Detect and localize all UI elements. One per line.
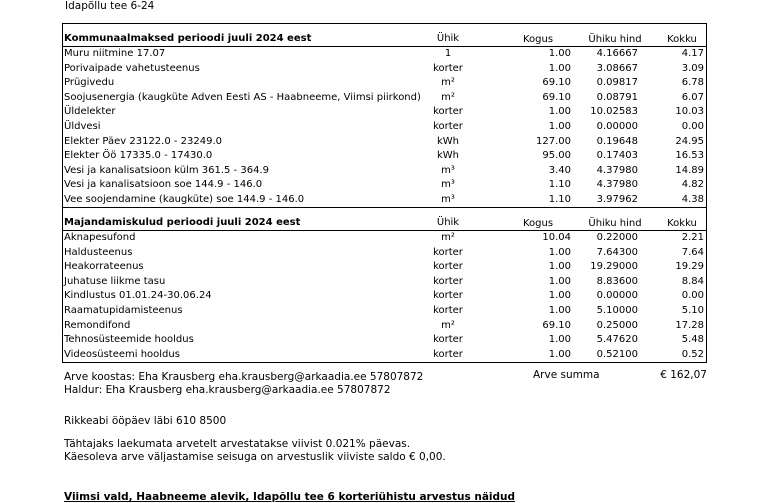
table-row: [63, 178, 706, 193]
invoice-composer: Arve koostas: Eha Krausberg eha.krausberg@arkaadia.ee 57807872: [64, 371, 424, 383]
table-row: [63, 120, 706, 135]
item-unit: korter: [433, 106, 463, 118]
item-name: Elekter Öö 17335.0 - 17430.0: [64, 150, 213, 162]
late-fee-notice: Tähtajaks laekumata arvetelt arvestatakse viivist 0.021% päevas.: [64, 438, 411, 450]
item-total: 3.09: [681, 62, 704, 74]
item-price: 0.08791: [596, 91, 638, 103]
table-row: [63, 105, 706, 120]
item-price: 0.25000: [596, 319, 638, 331]
item-qty: 1.00: [548, 106, 571, 118]
item-total: 4.82: [681, 179, 704, 191]
item-price: 0.00000: [596, 121, 638, 132]
maintenance-header: [63, 208, 706, 231]
item-price: 4.16667: [596, 48, 638, 59]
maintenance-table: [62, 207, 707, 363]
item-name: Soojusenergia (kaugküte Adven Eesti AS - Haabneeme, Viimsi piirkond): [64, 91, 421, 103]
item-name: Prügivedu: [64, 77, 115, 89]
table-row: [63, 135, 706, 150]
item-price: 0.09817: [596, 77, 638, 89]
emergency-line: Rikkeabi ööpäev läbi 610 8500: [64, 415, 227, 427]
item-unit: kWh: [436, 150, 460, 162]
item-qty: 1.00: [548, 261, 571, 273]
invoice-total-value: € 162,07: [660, 369, 707, 381]
manager-contact: Haldur: Eha Krausberg eha.krausberg@arkaadia.ee 57807872: [64, 384, 391, 396]
item-price: 4.37980: [596, 164, 638, 176]
item-price: 5.47620: [596, 334, 638, 346]
item-qty: 3.40: [548, 164, 571, 176]
item-total: 10.03: [675, 106, 704, 118]
table-row: [63, 164, 706, 179]
item-name: Aknapesufond: [64, 232, 136, 243]
table-row: [63, 47, 706, 62]
price-header: Ühiku hind: [588, 218, 642, 229]
table-row: [63, 149, 706, 164]
item-qty: 1.00: [548, 305, 571, 316]
item-total: 6.07: [681, 91, 704, 103]
item-total: 19.29: [675, 261, 704, 273]
item-unit: m²: [441, 91, 455, 103]
item-qty: 1.00: [548, 275, 571, 287]
item-qty: 69.10: [542, 77, 571, 89]
item-total: 14.89: [675, 164, 704, 176]
item-price: 19.29000: [590, 261, 638, 273]
fee-balance-notice: Käesoleva arve väljastamise seisuga on arvestuslik viiviste saldo € 0,00.: [64, 451, 446, 463]
qty-header: Kogus: [522, 218, 554, 229]
item-name: Remondifond: [64, 319, 131, 331]
item-price: 10.02583: [590, 106, 638, 118]
table-row: [63, 260, 706, 275]
item-qty: 69.10: [542, 319, 571, 331]
utilities-header: [63, 24, 706, 47]
item-name: Vesi ja kanalisatsioon külm 361.5 - 364.9: [64, 164, 269, 176]
utilities-title: Kommunaalmaksed perioodi juuli 2024 eest: [64, 33, 312, 44]
item-name: Haldusteenus: [64, 246, 133, 258]
item-name: Üldelekter: [64, 106, 116, 118]
item-name: Vee soojendamine (kaugküte) soe 144.9 - 146.0: [64, 194, 305, 205]
item-qty: 1.10: [548, 179, 571, 191]
total-header: Kokku: [667, 34, 697, 45]
table-row: [63, 304, 706, 319]
item-price: 0.22000: [596, 232, 638, 243]
item-unit: m³: [441, 164, 455, 176]
table-row: [63, 289, 706, 304]
item-price: 7.64300: [596, 246, 638, 258]
item-unit: korter: [433, 121, 463, 132]
table-row: [63, 275, 706, 290]
item-total: 8.84: [681, 275, 704, 287]
table-row: [63, 333, 706, 348]
item-total: 24.95: [675, 135, 704, 147]
item-qty: 1.00: [548, 62, 571, 74]
item-price: 3.08667: [596, 62, 638, 74]
table-row: [63, 246, 706, 261]
item-total: 16.53: [675, 150, 704, 162]
item-qty: 1.00: [548, 246, 571, 258]
table-row: [63, 76, 706, 91]
item-unit: korter: [433, 62, 463, 74]
item-price: 0.52100: [596, 348, 638, 360]
price-header: Ühiku hind: [588, 34, 642, 45]
item-unit: m³: [441, 179, 455, 191]
item-total: 6.78: [681, 77, 704, 89]
item-unit: m²: [441, 319, 455, 331]
item-price: 5.10000: [596, 305, 638, 316]
item-qty: 1.00: [548, 48, 571, 59]
item-price: 0.17403: [596, 150, 638, 162]
item-total: 4.17: [681, 48, 704, 59]
table-row: [63, 193, 706, 208]
item-name: Raamatupidamisteenus: [64, 305, 183, 316]
total-header: Kokku: [667, 218, 697, 229]
table-row: [63, 231, 706, 246]
item-unit: m²: [441, 77, 455, 89]
item-unit: korter: [433, 246, 463, 258]
meter-readings-heading: Viimsi vald, Haabneeme alevik, Idapõllu tee 6 korteriühistu arvestus näidud: [64, 491, 516, 503]
item-total: 0.00: [681, 290, 704, 302]
item-price: 0.00000: [596, 290, 638, 302]
utilities-table: [62, 23, 707, 208]
item-unit: korter: [433, 261, 463, 273]
item-qty: 1.00: [548, 334, 571, 346]
item-total: 5.48: [681, 334, 704, 346]
item-unit: m²: [441, 232, 455, 243]
item-qty: 127.00: [536, 135, 571, 147]
item-name: Juhatuse liikme tasu: [64, 275, 166, 287]
table-row: [63, 62, 706, 77]
item-name: Tehnosüsteemide hooldus: [64, 334, 194, 346]
item-total: 0.52: [681, 348, 704, 360]
item-unit: korter: [433, 275, 463, 287]
item-name: Üldvesi: [64, 121, 101, 132]
table-row: [63, 348, 706, 363]
item-unit: m³: [441, 194, 455, 205]
item-unit: kWh: [436, 135, 460, 147]
item-unit: korter: [433, 290, 463, 302]
item-qty: 1.00: [548, 348, 571, 360]
item-name: Heakorrateenus: [64, 261, 144, 273]
item-unit: korter: [433, 348, 463, 360]
item-total: 4.38: [681, 194, 704, 205]
item-total: 0.00: [681, 121, 704, 132]
item-price: 3.97962: [596, 194, 638, 205]
item-price: 4.37980: [596, 179, 638, 191]
qty-header: Kogus: [522, 34, 554, 45]
item-qty: 10.04: [542, 232, 571, 243]
item-name: Kindlustus 01.01.24-30.06.24: [64, 290, 212, 302]
item-name: Vesi ja kanalisatsioon soe 144.9 - 146.0: [64, 179, 263, 191]
item-qty: 1.10: [548, 194, 571, 205]
maintenance-title: Majandamiskulud perioodi juuli 2024 eest: [64, 217, 301, 228]
invoice-total-label: Arve summa: [533, 369, 600, 381]
item-total: 7.64: [681, 246, 704, 258]
item-total: 17.28: [675, 319, 704, 331]
item-total: 5.10: [681, 305, 704, 316]
item-price: 0.19648: [596, 135, 638, 147]
table-row: [63, 319, 706, 334]
item-qty: 1.00: [548, 290, 571, 302]
table-row: [63, 91, 706, 106]
unit-header: Ühik: [436, 33, 460, 44]
item-name: Porivaipade vahetusteenus: [64, 62, 200, 74]
item-unit: korter: [433, 305, 463, 316]
item-unit: korter: [433, 334, 463, 346]
item-name: Muru niitmine 17.07: [64, 48, 166, 59]
item-name: Elekter Päev 23122.0 - 23249.0: [64, 135, 223, 147]
item-price: 8.83600: [596, 275, 638, 287]
item-qty: 69.10: [542, 91, 571, 103]
item-total: 2.21: [681, 232, 704, 243]
item-unit: 1: [444, 48, 452, 59]
item-qty: 95.00: [542, 150, 571, 162]
item-name: Videosüsteemi hooldus: [64, 348, 180, 360]
address: Idapõllu tee 6-24: [65, 0, 155, 12]
unit-header: Ühik: [436, 217, 460, 228]
item-qty: 1.00: [548, 121, 571, 132]
